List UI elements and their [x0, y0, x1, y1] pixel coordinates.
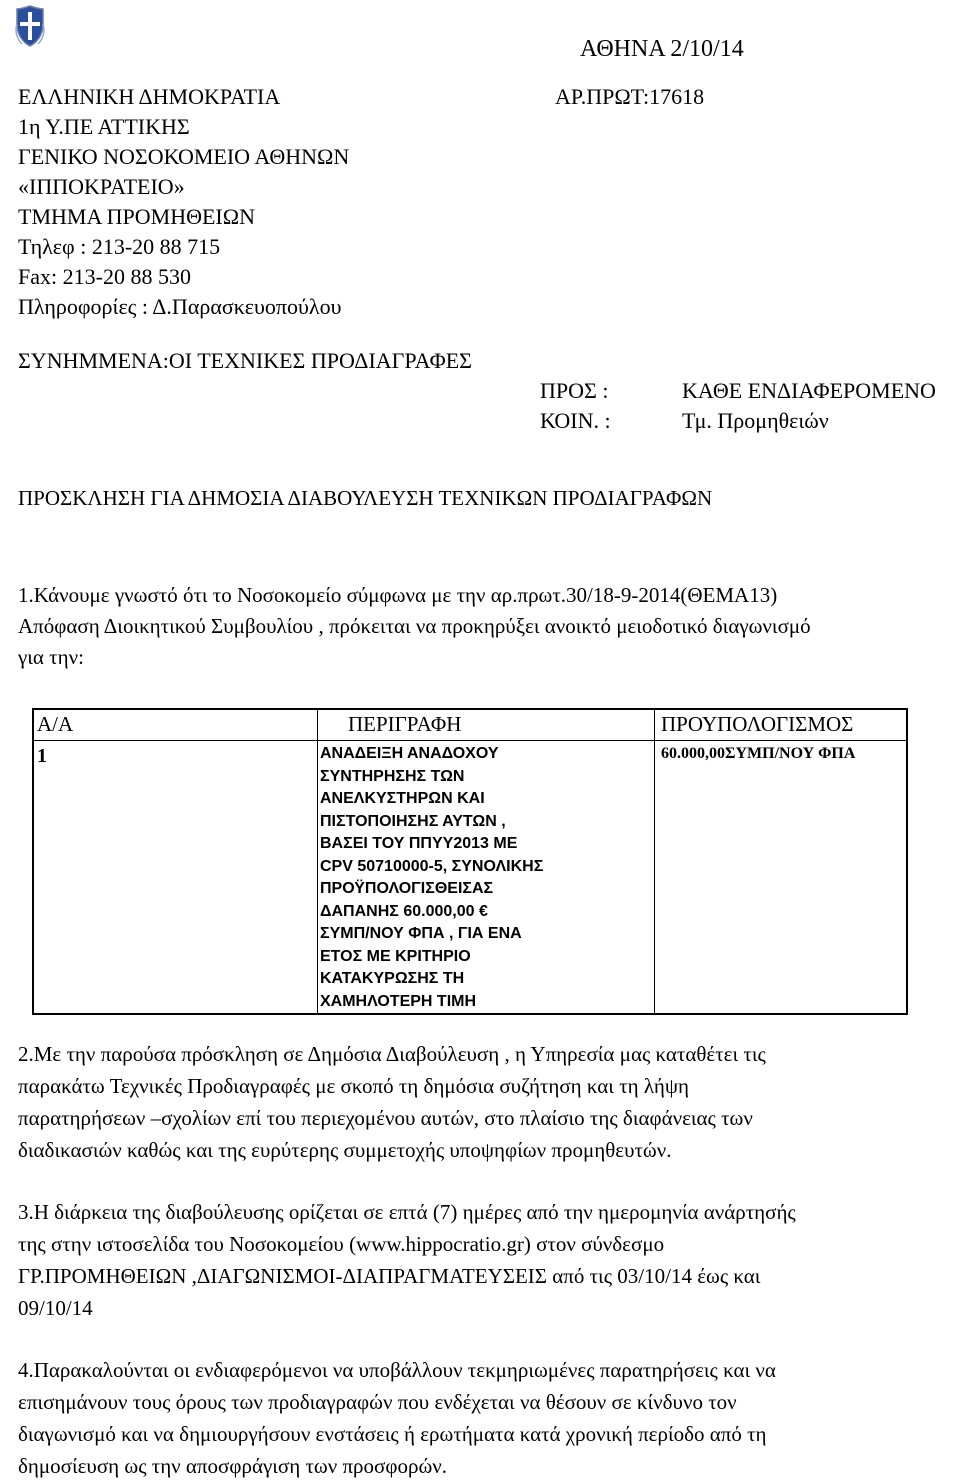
- table-row: [33, 741, 907, 1015]
- column-header-budget: ΠΡΟΥΠΟΛΟΓΙΣΜΟΣ: [655, 709, 908, 741]
- paragraph-line: 1.Κάνουμε γνωστό ότι το Νοσοκομείο σύμφωνα με την αρ.πρωτ.30/18-9-2014(ΘΕΜΑ13): [18, 583, 778, 607]
- row-description: ΑΝΑΔΕΙΞΗ ΑΝΑΔΟΧΟΥ ΣΥΝΤΗΡΗΣΗΣ ΤΩΝ ΑΝΕΛΚΥΣΤΗΡΩΝ ΚΑΙ ΠΙΣΤΟΠΟΙΗΣΗΣ ΑΥΤΩΝ , ΒΑΣΕΙ ΤΟΥ ΠΠΥΥ2013 ΜΕ CPV 50710000-5, ΣΥΝΟΛΙΚΗΣ ΠΡΟΫΠΟΛΟΓΙΣΘΕΙΣΑΣ ΔΑΠΑΝΗΣ 60.000,00 € ΣΥΜΠ/ΝΟΥ ΦΠΑ , ΓΙΑ ΕΝΑ ΕΤΟΣ ΜΕ ΚΡΙΤΗΡΙΟ ΚΑΤΑΚΥΡΩΣΗΣ ΤΗ ΧΑΜΗΛΟΤΕΡΗ ΤΙΜΗ: [318, 741, 655, 1015]
- sender-line: Fax: 213-20 88 530: [18, 264, 191, 289]
- sender-line: «ΙΠΠΟΚΡΑΤΕΙΟ»: [18, 174, 185, 199]
- column-header-description: ΠΕΡΙΓΡΑΦΗ: [318, 709, 655, 741]
- paragraph-line: διαδικασιών καθώς και της ευρύτερης συμμετοχής υποψηφίων προμηθευτών.: [18, 1138, 672, 1162]
- paragraph-line: ΓΡ.ΠΡΟΜΗΘΕΙΩΝ ,ΔΙΑΓΩΝΙΣΜΟΙ-ΔΙΑΠΡΑΓΜΑΤΕΥΣΕΙΣ από τις 03/10/14 έως και: [18, 1264, 761, 1288]
- sender-block: [18, 82, 349, 322]
- paragraph-line: Απόφαση Διοικητικού Συμβουλίου , πρόκειται να προκηρύξει ανοικτό μειοδοτικό διαγωνισμό: [18, 614, 811, 638]
- document-date: ΑΘΗΝΑ 2/10/14: [580, 36, 744, 62]
- to-label: ΠΡΟΣ :: [540, 378, 609, 403]
- attachments-note: ΣΥΝΗΜΜΕΝΑ:ΟΙ ΤΕΧΝΙΚΕΣ ΠΡΟΔΙΑΓΡΑΦΕΣ: [18, 348, 472, 373]
- to-value: ΚΑΘΕ ΕΝΔΙΑΦΕΡΟΜΕΝΟ: [682, 378, 936, 403]
- paragraph-line: παρατηρήσεων –σχολίων επί του περιεχομένου αυτών, στο πλαίσιο της διαφάνειας των: [18, 1106, 753, 1130]
- paragraph-line: 3.Η διάρκεια της διαβούλευσης ορίζεται σε επτά (7) ημέρες από την ημερομηνία ανάρτησής: [18, 1200, 796, 1224]
- row-number: 1: [33, 741, 318, 1015]
- document-title: ΠΡΟΣΚΛΗΣΗ ΓΙΑ ΔΗΜΟΣΙΑ ΔΙΑΒΟΥΛΕΥΣΗ ΤΕΧΝΙΚΩΝ ΠΡΟΔΙΑΓΡΑΦΩΝ: [18, 486, 713, 510]
- table-header-row: [33, 709, 907, 741]
- sender-line: ΤΜΗΜΑ ΠΡΟΜΗΘΕΙΩΝ: [18, 204, 255, 229]
- cc-value: Τμ. Προμηθειών: [682, 408, 829, 433]
- paragraph-line: 09/10/14: [18, 1296, 93, 1320]
- paragraph-line: παρακάτω Τεχνικές Προδιαγραφές με σκοπό τη δημόσια συζήτηση και τη λήψη: [18, 1074, 689, 1098]
- sender-line: ΓΕΝΙΚΟ ΝΟΣΟΚΟΜΕΙΟ ΑΘΗΝΩΝ: [18, 144, 350, 169]
- paragraph-1: [18, 580, 811, 673]
- paragraph-line: για την:: [18, 645, 84, 669]
- greek-state-emblem-icon: [14, 4, 46, 48]
- sender-line: Τηλεφ : 213-20 88 715: [18, 234, 221, 259]
- sender-line: ΕΛΛΗΝΙΚΗ ΔΗΜΟΚΡΑΤΙΑ: [18, 84, 281, 109]
- paragraph-line: 2.Με την παρούσα πρόσκληση σε Δημόσια Διαβούλευση , η Υπηρεσία μας καταθέτει τις: [18, 1042, 766, 1066]
- paragraph-line: δημοσίευση ως την αποσφράγιση των προσφορών.: [18, 1454, 448, 1478]
- paragraph-2: [18, 1038, 766, 1166]
- paragraph-4: [18, 1354, 776, 1482]
- paragraph-line: επισημάνουν τους όρους των προδιαγραφών που ενδέχεται να θέσουν σε κίνδυνο τον: [18, 1390, 737, 1414]
- paragraph-line: της στην ιστοσελίδα του Νοσοκομείου (www.hippocratio.gr) στον σύνδεσμο: [18, 1232, 665, 1256]
- column-header-aa: Α/Α: [33, 709, 318, 741]
- cc-label: ΚΟΙΝ. :: [540, 408, 611, 433]
- protocol-number: ΑΡ.ΠΡΩΤ:17618: [555, 84, 705, 109]
- sender-line: 1η Υ.ΠΕ ΑΤΤΙΚΗΣ: [18, 114, 190, 139]
- tender-items-table: [32, 708, 908, 1015]
- sender-line: Πληροφορίες : Δ.Παρασκευοπούλου: [18, 294, 342, 319]
- paragraph-line: διαγωνισμό και να δημιουργήσουν ενστάσεις ή ερωτήματα κατά χρονική περίοδο από τη: [18, 1422, 767, 1446]
- paragraph-3: [18, 1196, 796, 1324]
- paragraph-line: 4.Παρακαλούνται οι ενδιαφερόμενοι να υποβάλλουν τεκμηριωμένες παρατηρήσεις και να: [18, 1358, 776, 1382]
- row-budget: 60.000,00ΣΥΜΠ/ΝΟΥ ΦΠΑ: [655, 741, 908, 1015]
